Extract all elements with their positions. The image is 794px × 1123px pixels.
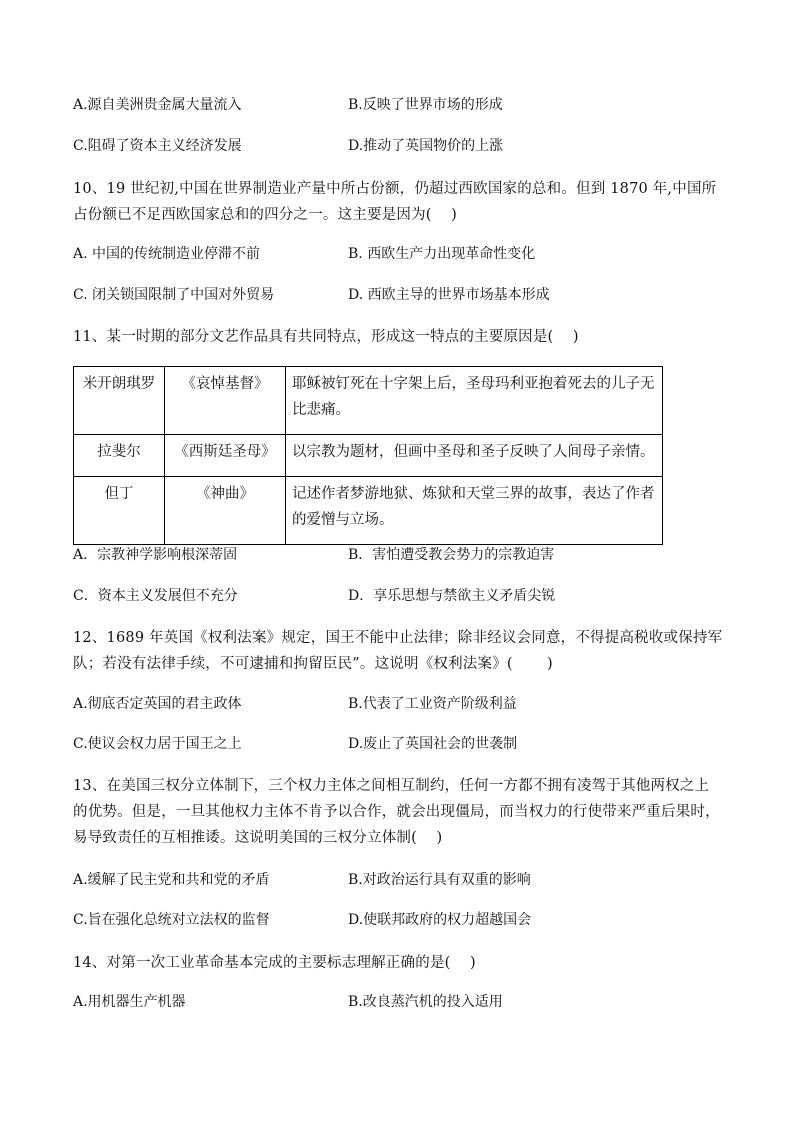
q14-stem: 14、对第一次工业革命基本完成的主要标志理解正确的是( ) (73, 955, 476, 971)
work-cell: 《哀悼基督》 (165, 367, 286, 435)
table-row (74, 435, 663, 477)
q14-option-b[interactable]: B.改良蒸汽机的投入适用 (348, 994, 503, 1010)
q10-stem: 10、19 世纪初,中国在世界制造业产量中所占份额，仍超过西欧国家的总和。但到 1870 年,中国所占份额已不足西欧国家总和的四分之一。这主要是因为( ) (73, 181, 717, 223)
q10-option-c[interactable]: C. 闭关锁国限制了中国对外贸易 (73, 287, 275, 303)
q10-option-a[interactable]: A. 中国的传统制造业停滞不前 (73, 246, 261, 262)
q11-option-b[interactable]: B．害怕遭受教会势力的宗教迫害 (348, 547, 555, 563)
q9-option-b[interactable]: B.反映了世界市场的形成 (348, 97, 503, 113)
q13-stem: 13、在美国三权分立体制下，三个权力主体之间相互制约，任何一方都不拥有凌驾于其他两权之上的优势。但是，一旦其他权力主体不肯予以合作，就会出现僵局，而当权力的行使带来严重后果时，易导致责任的互相推诿。这说明美国的三权分立体制( ) (73, 778, 720, 846)
description-cell: 记述作者梦游地狱、炼狱和天堂三界的故事，表达了作者的爱憎与立场。 (286, 477, 663, 545)
description-cell: 耶稣被钉死在十字架上后，圣母玛利亚抱着死去的儿子无比悲痛。 (286, 367, 663, 435)
q11-option-a[interactable]: A．宗教神学影响根深蒂固 (73, 547, 238, 563)
q13-option-c[interactable]: C.旨在强化总统对立法权的监督 (73, 912, 270, 928)
artworks-table (73, 366, 663, 545)
q10-option-d[interactable]: D. 西欧主导的世界市场基本形成 (348, 287, 550, 303)
q10-option-b[interactable]: B. 西欧生产力出现革命性变化 (348, 246, 536, 262)
q11-stem: 11、某一时期的部分文艺作品具有共同特点，形成这一特点的主要原因是( ) (73, 329, 579, 345)
q9-option-d[interactable]: D.推动了英国物价的上涨 (348, 138, 504, 154)
artist-cell: 米开朗琪罗 (74, 367, 165, 435)
q12-stem: 12、1689 年英国《权利法案》规定，国王不能中止法律；除非经议会同意，不得提高税收或保持军队；若没有法律手续，不可逮捕和拘留臣民”。这说明《权利法案》( ) (73, 630, 723, 672)
artist-cell: 但丁 (74, 477, 165, 545)
q11-option-d[interactable]: D．享乐思想与禁欲主义矛盾尖锐 (348, 588, 556, 604)
work-cell: 《西斯廷圣母》 (165, 435, 286, 477)
table-row (74, 477, 663, 545)
q13-option-b[interactable]: B.对政治运行具有双重的影响 (348, 872, 531, 888)
q11-option-c[interactable]: C．资本主义发展但不充分 (73, 588, 238, 604)
q13-option-d[interactable]: D.使联邦政府的权力超越国会 (348, 912, 532, 928)
description-cell: 以宗教为题材，但画中圣母和圣子反映了人间母子亲情。 (286, 435, 663, 477)
work-cell: 《神曲》 (165, 477, 286, 545)
q12-option-c[interactable]: C.使议会权力居于国王之上 (73, 736, 242, 752)
q14-option-a[interactable]: A.用机器生产机器 (73, 994, 186, 1010)
q12-option-d[interactable]: D.废止了英国社会的世袭制 (348, 736, 518, 752)
q9-option-c[interactable]: C.阻碍了资本主义经济发展 (73, 138, 242, 154)
table-row (74, 367, 663, 435)
q12-option-b[interactable]: B.代表了工业资产阶级利益 (348, 696, 517, 712)
q9-option-a[interactable]: A.源自美洲贵金属大量流入 (73, 97, 242, 113)
artist-cell: 拉斐尔 (74, 435, 165, 477)
q13-option-a[interactable]: A.缓解了民主党和共和党的矛盾 (73, 872, 270, 888)
q12-option-a[interactable]: A.彻底否定英国的君主政体 (73, 696, 242, 712)
